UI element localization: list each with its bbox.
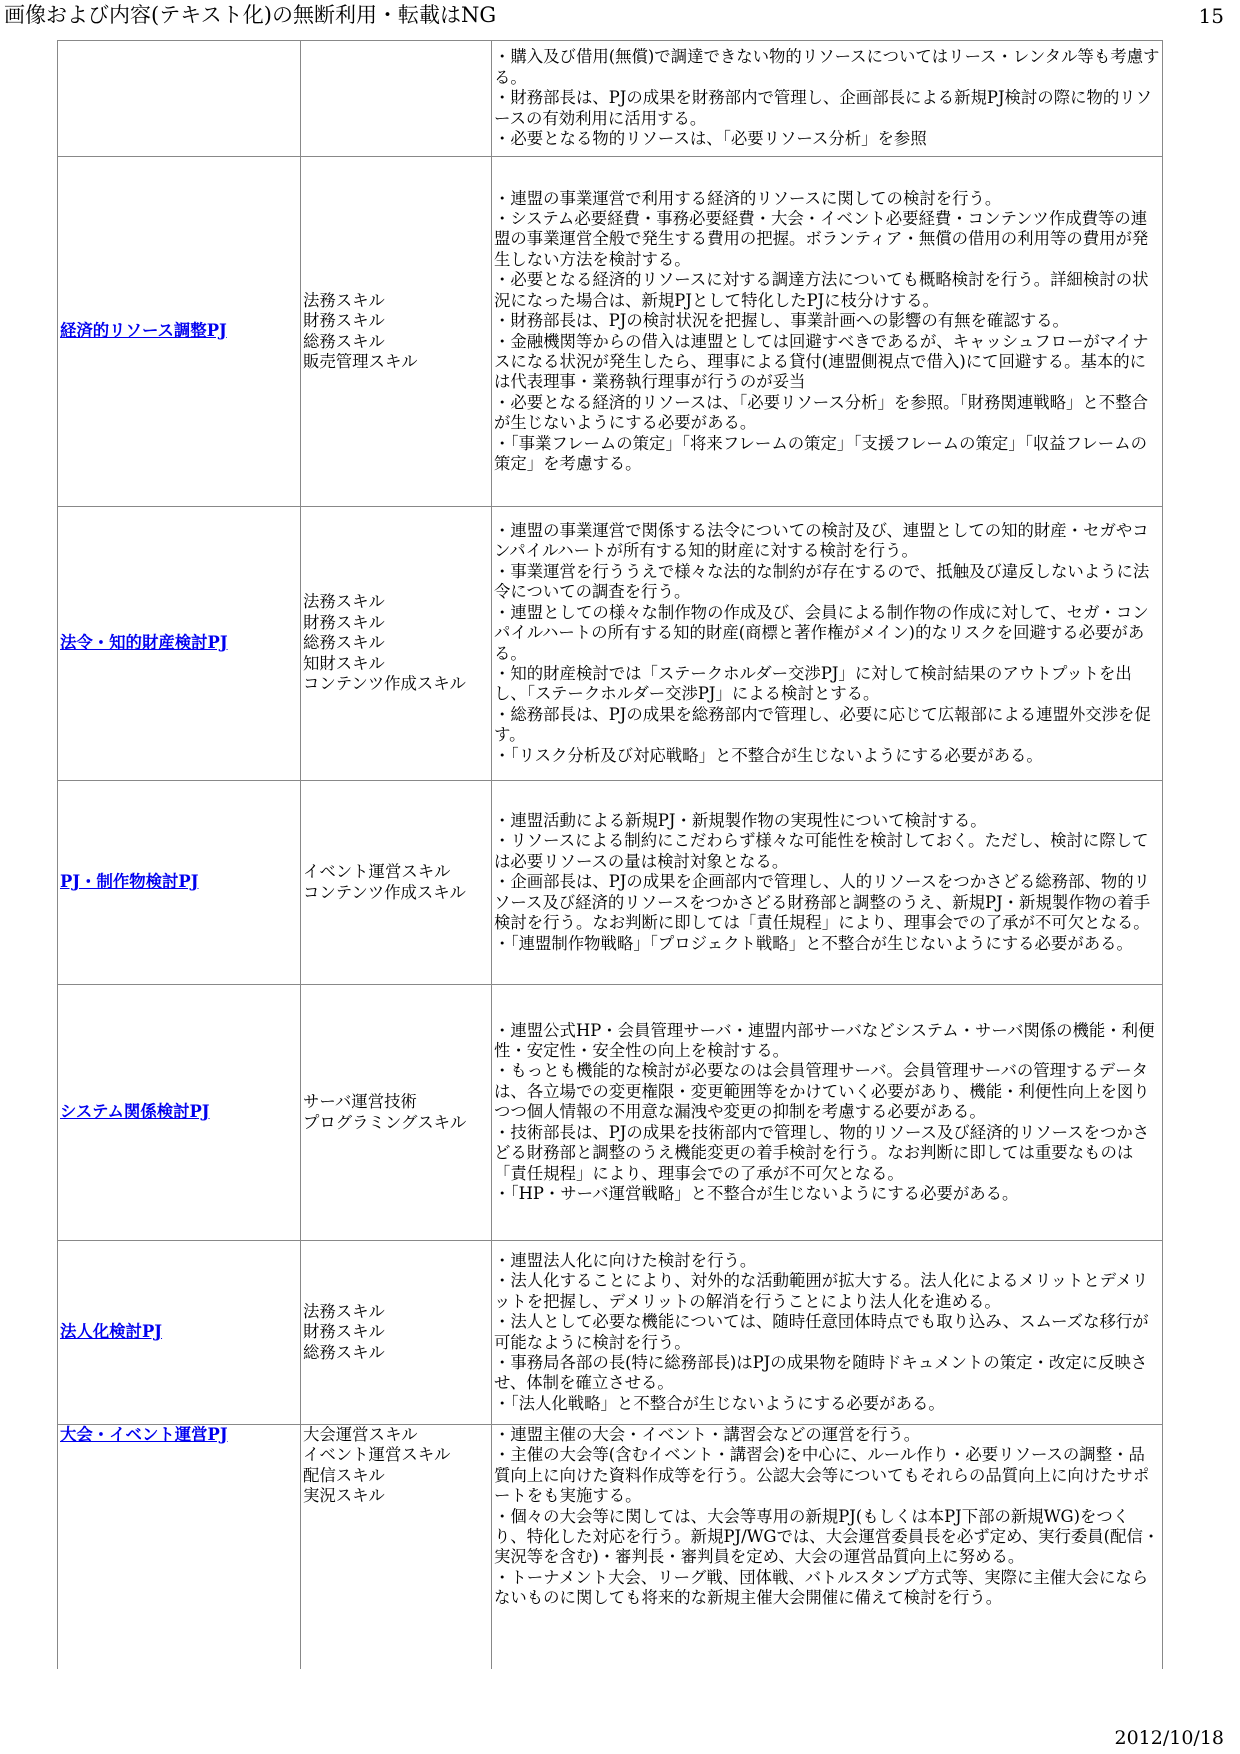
pj-link-hourei[interactable]: 法令・知的財産検討PJ [60,633,228,653]
skill-item: 財務スキル [303,311,385,331]
pj-link-taikai[interactable]: 大会・イベント運営PJ [60,1425,228,1444]
desc-line: ・システム必要経費・事務必要経費・大会・イベント必要経費・コンテンツ作成費等の連盟の事業運営全般で発生する費用の把握。ボランティア・無償の借用の利用等の費用が発生しない方法を検討する。 [494,209,1149,269]
skills-cell [301,1241,492,1425]
skill-item: 総務スキル [303,633,385,653]
desc-line: ・個々の大会等に関しては、大会等専用の新規PJ(もしくは本PJ下部の新規WG)をつくり、特化した対応を行う。新規PJ/WGでは、大会運営委員長を必ず定め、実行委員(配信・実況等を含む)・審判長・審判員を定め、大会の運営品質向上に努める。 [494,1506,1160,1567]
skill-item: 大会運営スキル [303,1425,418,1444]
skill-item: コンテンツ作成スキル [303,882,466,902]
desc-line: ・「法人化戦略」と不整合が生じないようにする必要がある。 [494,1393,945,1413]
description-cell [492,1241,1163,1425]
skill-item: 総務スキル [303,331,385,351]
skill-item: 知財スキル [303,653,385,673]
desc-line: ・もっとも機能的な検討が必要なのは会員管理サーバ。会員管理サーバの管理するデータは、各立場での変更権限・変更範囲等をかけていく必要があり、機能・利便性向上を図りつつ個人情報の不用意な漏洩や変更の抑制を考慮する必要がある。 [494,1061,1150,1122]
description-cell [492,157,1163,507]
skill-item: コンテンツ作成スキル [303,674,466,694]
skill-item: イベント運営スキル [303,1445,451,1465]
skill-item: イベント運営スキル [303,862,451,882]
desc-line: ・「HP・サーバ運営戦略」と不整合が生じないようにする必要がある。 [494,1183,1019,1203]
table-row [58,507,1163,781]
desc-line: ・必要となる経済的リソースに対する調達方法についても概略検討を行う。詳細検討の状況になった場合は、新規PJとして特化したPJに枝分けする。 [494,270,1149,310]
desc-line: ・必要となる物的リソースは、「必要リソース分析」を参照 [494,129,927,149]
page-header-title: 画像および内容(テキスト化)の無断利用・転載はNG [4,3,497,27]
desc-line: ・主催の大会等(含むイベント・講習会)を中心に、ルール作り・必要リソースの調整・品質向上に向けた資料作成等を行う。公認大会等についてもそれらの品質向上に向けたサポートをも実施する。 [494,1445,1150,1506]
desc-line: ・リソースによる制約にこだわらず様々な可能性を検討しておく。ただし、検討に際しては必要リソースの量は検討対象となる。 [494,831,1149,871]
table-row [58,1241,1163,1425]
desc-line: ・法人化することにより、対外的な活動範囲が拡大する。法人化によるメリットとデメリットを把握し、デメリットの解消を行うことにより法人化を進める。 [494,1271,1149,1311]
description-cell [492,781,1163,985]
skills-cell [301,507,492,781]
table-row [58,157,1163,507]
continuation-row [58,41,1163,157]
desc-line: ・「事業フレームの策定」「将来フレームの策定」「支援フレームの策定」「収益フレームの策定」を考慮する。 [494,433,1147,473]
pj-name-cell [58,157,301,507]
desc-line: ・金融機関等からの借入は連盟としては回避すべきであるが、キャッシュフローがマイナスになる状況が発生したら、理事による貸付(連盟側視点で借入)にて回避する。基本的には代表理事・業務執行理事が行うのが妥当 [494,331,1149,392]
skill-item: サーバ運営技術 [303,1092,417,1112]
skills-cell [301,781,492,985]
skill-item: プログラミングスキル [303,1112,467,1132]
skill-item: 配信スキル [303,1465,385,1485]
desc-line: ・企画部長は、PJの成果を企画部内で管理し、人的リソースをつかさどる総務部、物的リソース及び経済的リソースをつかさどる財務部と調整のうえ、新規PJ・新規製作物の着手検討を行う。なお判断に即しては「責任規程」により、理事会での了承が不可欠となる。 [494,872,1151,933]
pj-name-cell [58,1241,301,1425]
description-cell [492,507,1163,781]
desc-line: ・連盟法人化に向けた検討を行う。 [494,1250,757,1270]
pj-name-cell [58,985,301,1241]
continuation-skills-cell [301,41,492,157]
desc-line: ・技術部長は、PJの成果を技術部内で管理し、物的リソース及び経済的リソースをつかさどる財務部と調整のうえ機能変更の着手検討を行う。なお判断に即しては重要なものは「責任規程」により、理事会での了承が不可欠となる。 [494,1122,1150,1183]
desc-line: ・事務局各部の長(特に総務部長)はPJの成果物を随時ドキュメントの策定・改定に反映させ、体制を確立させる。 [494,1352,1148,1393]
desc-line: ・購入及び借用(無償)で調達できない物的リソースについてはリース・レンタル等も考慮する。 [494,47,1160,87]
desc-line: ・トーナメント大会、リーグ戦、団体戦、バトルスタンプ方式等、実際に主催大会にならないものに関しても将来的な新規主催大会開催に備えて検討を行う。 [494,1567,1149,1608]
desc-line: ・連盟の事業運営で利用する経済的リソースに関しての検討を行う。 [494,188,1002,208]
skills-cell [301,157,492,507]
desc-line: ・連盟主催の大会・イベント・講習会などの運営を行う。 [494,1425,921,1444]
desc-line: ・「連盟制作物戦略」「プロジェクト戦略」と不整合が生じないようにする必要がある。 [494,933,1133,953]
skill-item: 実況スキル [303,1486,385,1506]
description-cell [492,985,1163,1241]
continuation-name-cell [58,41,301,157]
skill-item: 法務スキル [303,290,385,310]
desc-line: ・「リスク分析及び対応戦略」と不整合が生じないようにする必要がある。 [494,745,1043,765]
description-cell [492,1425,1163,1669]
pj-link-houjinka[interactable]: 法人化検討PJ [60,1322,163,1342]
pj-name-cell [58,507,301,781]
skill-item: 販売管理スキル [303,351,418,371]
desc-line: ・連盟活動による新規PJ・新規製作物の実現性について検討する。 [494,811,987,831]
continuation-desc-cell [492,41,1163,157]
desc-line: ・連盟としての様々な制作物の作成及び、会員による制作物の作成に対して、セガ・コンパイルハートの所有する知的財産(商標と著作権がメイン)的なリスクを回避する必要がある。 [494,602,1149,663]
pj-link-keizai[interactable]: 経済的リソース調整PJ [60,321,227,341]
desc-line: ・財務部長は、PJの成果を財務部内で管理し、企画部長による新規PJ検討の際に物的リソースの有効利用に活用する。 [494,88,1153,128]
skill-item: 財務スキル [303,1322,385,1342]
desc-line: ・総務部長は、PJの成果を総務部内で管理し、必要に応じて広報部による連盟外交渉を促す。 [494,704,1151,745]
desc-line: ・連盟の事業運営で関係する法令についての検討及び、連盟としての知的財産・セガやコンパイルハートが所有する知的財産に対する検討を行う。 [494,521,1149,561]
pj-name-cell [58,1425,301,1669]
page-number: 15 [1198,4,1224,28]
table-row [58,781,1163,985]
skills-cell [301,985,492,1241]
desc-line: ・知的財産検討では「ステークホルダー交渉PJ」に対して検討結果のアウトプットを出し、「ステークホルダー交渉PJ」による検討とする。 [494,663,1132,704]
desc-line: ・法人として必要な機能については、随時任意団体時点でも取り込み、スムーズな移行が可能なように検討を行う。 [494,1312,1149,1352]
pj-link-seisakubutsu[interactable]: PJ・制作物検討PJ [60,872,199,892]
desc-line: ・事業運営を行ううえで様々な法的な制約が存在するので、抵触及び違反しないように法令についての調査を行う。 [494,561,1150,602]
project-table [57,40,1163,1669]
pj-link-system[interactable]: システム関係検討PJ [60,1102,210,1122]
pj-name-cell [58,781,301,985]
table-row [58,1425,1163,1669]
desc-line: ・必要となる経済的リソースは、「必要リソース分析」を参照。「財務関連戦略」と不整合が生じないようにする必要がある。 [494,392,1148,433]
skill-item: 財務スキル [303,612,385,632]
skill-item: 法務スキル [303,592,385,612]
skill-item: 法務スキル [303,1301,385,1321]
desc-line: ・連盟公式HP・会員管理サーバ・連盟内部サーバなどシステム・サーバ関係の機能・利便性・安定性・安全性の向上を検討する。 [494,1020,1155,1061]
skill-item: 総務スキル [303,1342,385,1362]
desc-line: ・財務部長は、PJの検討状況を把握し、事業計画への影響の有無を確認する。 [494,311,1069,331]
table-row [58,985,1163,1241]
footer-date: 2012/10/18 [1114,1727,1224,1749]
skills-cell [301,1425,492,1669]
